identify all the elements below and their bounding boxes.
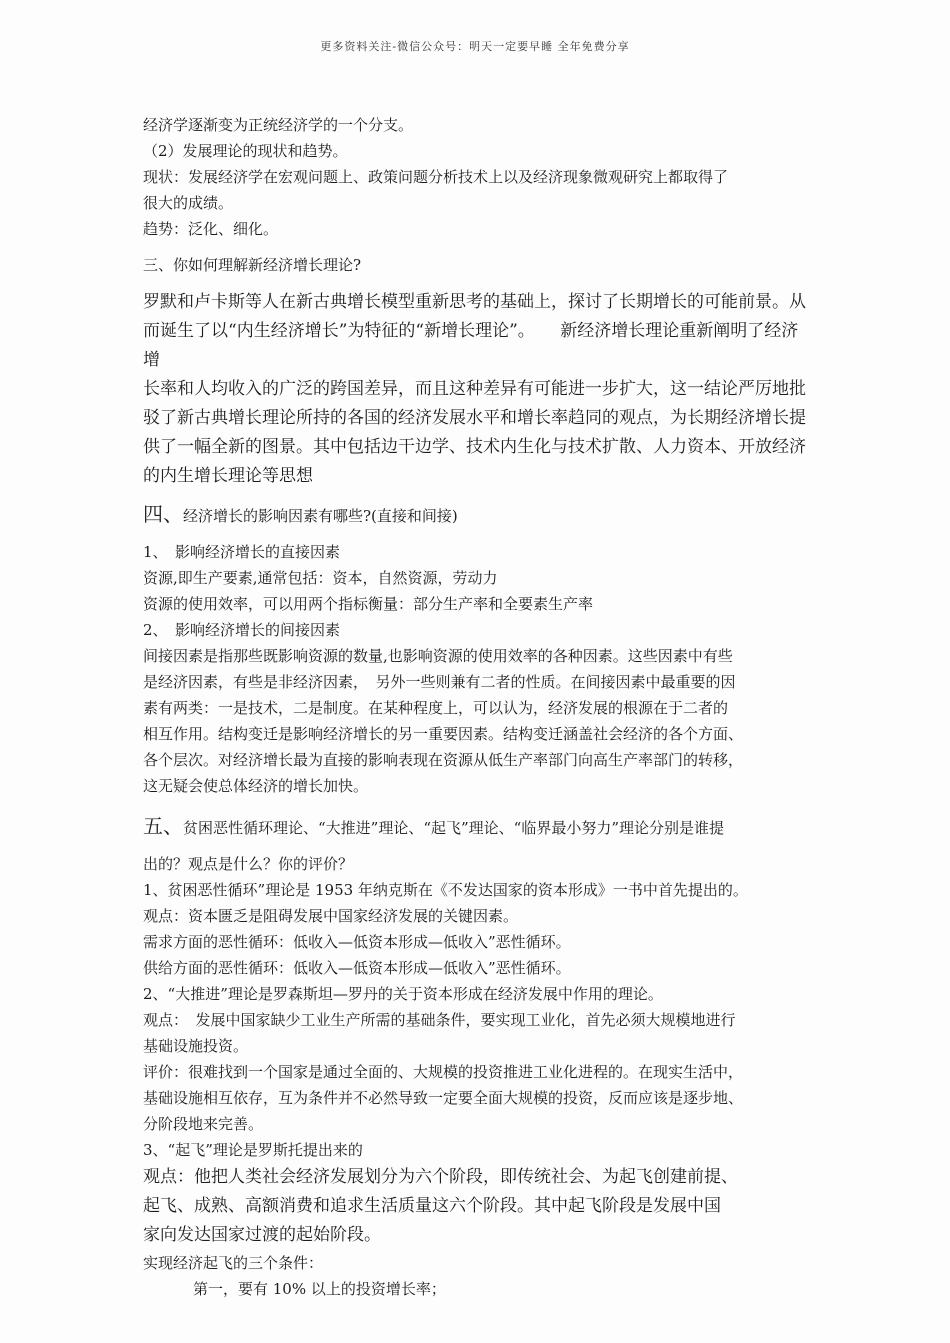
text-line: 资源,即生产要素,通常包括：资本，自然资源，劳动力 <box>143 569 498 587</box>
text-line: 各个层次。对经济增长最为直接的影响表现在资源从低生产率部门向高生产率部门的转移， <box>143 751 744 769</box>
text-line: 而诞生了以“内生经济增长”为特征的“新增长理论”。 新经济增长理论重新阐明了经济增 <box>143 321 799 370</box>
text-line: 间接因素是指那些既影响资源的数量,也影响资源的使用效率的各种因素。这些因素中有些 <box>143 647 733 665</box>
text-line: 供了一幅全新的图景。其中包括边干边学、技术内生化与技术扩散、人力资本、开放经济 <box>143 437 806 457</box>
text-line: 相互作用。结构变迁是影响经济增长的另一重要因素。结构变迁涵盖社会经济的各个方面、 <box>143 725 744 743</box>
section-heading-3: 三、你如何理解新经济增长理论? <box>143 256 362 274</box>
text-line: 3、“起飞”理论是罗斯托提出来的 <box>143 1141 363 1159</box>
text-line: 驳了新古典增长理论所持的各国的经济发展水平和增长率趋同的观点，为长期经济增长提 <box>143 408 806 428</box>
text-line: 资源的使用效率，可以用两个指标衡量：部分生产率和全要素生产率 <box>143 595 594 613</box>
text-line: 观点：他把人类社会经济发展划分为六个阶段，即传统社会、为起飞创建前提、 <box>143 1167 738 1187</box>
text-line: 是经济因素，有些是非经济因素， 另外一些则兼有二者的性质。在间接因素中最重要的因 <box>143 673 736 691</box>
text-line: 观点： 发展中国家缺少工业生产所需的基础条件，要实现工业化，首先必须大规模地进行 <box>143 1011 736 1029</box>
text-line: 起飞、成熟、高额消费和追求生活质量这六个阶段。其中起飞阶段是发展中国 <box>143 1196 721 1216</box>
text-line: 需求方面的恶性循环：低收入—低资本形成—低收入”恶性循环。 <box>143 933 571 951</box>
text-line: 1、贫困恶性循环”理论是 1953 年纳克斯在《不发达国家的资本形成》一书中首先提出的。 <box>143 881 748 899</box>
section-number: 四、 <box>143 502 183 526</box>
section-heading-5 <box>143 813 813 841</box>
section-heading-4 <box>143 501 813 529</box>
subsection-heading: （2）发展理论的现状和趋势。 <box>143 142 348 160</box>
text-line: 家向发达国家过渡的起始阶段。 <box>143 1225 381 1245</box>
text-line: 评价：很难找到一个国家是通过全面的、大规模的投资推进工业化进程的。在现实生活中， <box>143 1063 744 1081</box>
text-line: 很大的成绩。 <box>143 194 234 212</box>
text-line: 长率和人均收入的广泛的跨国差异，而且这种差异有可能进一步扩大，这一结论严厉地批 <box>143 379 806 399</box>
text-line: 2、“大推进”理论是罗森斯坦—罗丹的关于资本形成在经济发展中作用的理论。 <box>143 985 663 1003</box>
text-line: 这无疑会使总体经济的增长加快。 <box>143 777 369 795</box>
page-header-banner: 更多资料关注-微信公众号：明天一定要早睡 全年免费分享 <box>320 40 630 53</box>
subsection-heading: 1、 影响经济增长的直接因素 <box>143 543 341 561</box>
section-title: 贫困恶性循环理论、“大推进”理论、“起飞”理论、“临界最小努力”理论分别是谁提 <box>183 819 725 837</box>
text-line: 分阶段地来完善。 <box>143 1115 264 1133</box>
text-line: 经济学逐渐变为正统经济学的一个分支。 <box>143 116 414 134</box>
text-line: 供给方面的恶性循环：低收入—低资本形成—低收入”恶性循环。 <box>143 959 571 977</box>
text-line: 观点：资本匮乏是阻碍发展中国家经济发展的关键因素。 <box>143 907 519 925</box>
text-line: 基础设施相互依存，互为条件并不必然导致一定要全面大规模的投资，反而应该是逐步地、 <box>143 1089 744 1107</box>
document-body <box>143 112 813 1302</box>
text-line: 罗默和卢卡斯等人在新古典增长模型重新思考的基础上，探讨了长期增长的可能前景。从 <box>143 292 806 312</box>
text-line: 素有两类：一是技术，二是制度。在某种程度上，可以认为，经济发展的根源在于二者的 <box>143 699 729 717</box>
section-number: 五、 <box>143 814 183 838</box>
text-line: 第一，要有 10% 以上的投资增长率； <box>193 1280 446 1298</box>
text-line: 的内生增长理论等思想 <box>143 466 313 486</box>
text-line: 现状：发展经济学在宏观问题上、政策问题分析技术上以及经济现象微观研究上都取得了 <box>143 168 729 186</box>
subsection-heading: 2、 影响经济增长的间接因素 <box>143 621 341 639</box>
text-line: 趋势：泛化、细化。 <box>143 220 279 238</box>
text-line: 出的？观点是什么？你的评价？ <box>143 855 354 873</box>
section-title: 经济增长的影响因素有哪些?(直接和间接) <box>183 507 458 525</box>
text-line: 实现经济起飞的三个条件： <box>143 1254 324 1272</box>
text-line: 基础设施投资。 <box>143 1037 249 1055</box>
